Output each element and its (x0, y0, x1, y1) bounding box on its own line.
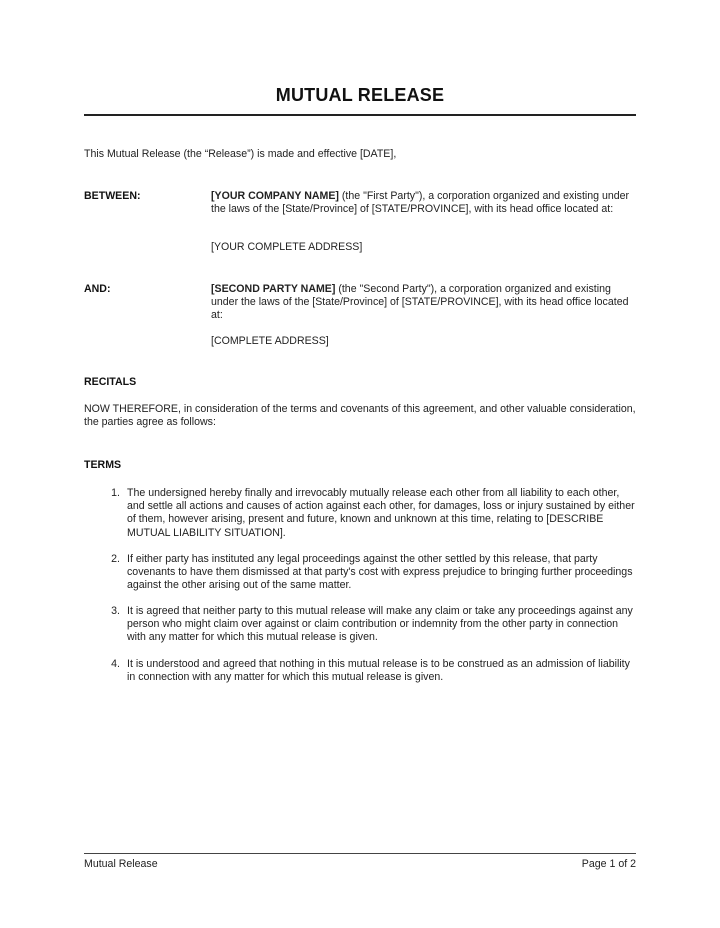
term-text: It is agreed that neither party to this mutual release will make any claim or take any proceedings against any person who might claim over against or claim contribution or indemnity from the other party in connection with any matter for which this mutual release is given. (127, 605, 633, 644)
first-party-name: [YOUR COMPANY NAME] (211, 190, 339, 202)
term-number: 3. (111, 605, 120, 617)
and-label: AND: (84, 283, 111, 295)
document-title: MUTUAL RELEASE (275, 85, 445, 105)
between-label: BETWEEN: (84, 190, 141, 202)
recitals-paragraph: NOW THEREFORE, in consideration of the terms and covenants of this agreement, and other valuable consideration, the parties agree as follows: (84, 403, 636, 429)
term-text: It is understood and agreed that nothing in this mutual release is to be construed as an admission of liability in connection with any matter for which this mutual release is given. (127, 658, 630, 684)
term-number: 1. (111, 487, 120, 499)
footer-divider (84, 853, 636, 854)
term-text: The undersigned hereby finally and irrevocably mutually release each other from all liability to each other, and settle all actions and causes of action against each other, for damages, loss or injury sustained by either of them, however arising, present and future, known and unknown at this time, relating to [DESCRIBE MUTUAL LIABILITY SITUATION]. (127, 487, 635, 539)
intro-paragraph: This Mutual Release (the “Release”) is made and effective [DATE], (84, 148, 397, 160)
term-number: 2. (111, 553, 120, 565)
footer-page-number: Page 1 of 2 (581, 858, 636, 870)
recitals-heading: RECITALS (84, 376, 137, 388)
second-party-paragraph (211, 283, 631, 323)
term-text: If either party has instituted any legal proceedings against the other settled by this release, that party covenants to have them dismissed at that party's cost with express prejudice to bringing further proceedings against the other arising out of the same matter. (127, 553, 633, 592)
footer-document-name: Mutual Release (84, 858, 158, 870)
first-party-description: (the "First Party"), a corporation organized and existing under the laws of the [State/Province] of [STATE/PROVINCE], with its head office located at: (211, 190, 630, 216)
second-party-address: [COMPLETE ADDRESS] (211, 335, 329, 347)
first-party-address: [YOUR COMPLETE ADDRESS] (211, 241, 363, 253)
second-party-description: (the "Second Party"), a corporation organized and existing under the laws of the [State/Province] of [STATE/PROVINCE], with its head office located at: (211, 283, 629, 322)
term-number: 4. (111, 658, 120, 670)
title-divider (84, 114, 636, 116)
second-party-name: [SECOND PARTY NAME] (211, 283, 336, 295)
terms-heading: TERMS (84, 459, 122, 471)
first-party-paragraph (211, 190, 631, 216)
